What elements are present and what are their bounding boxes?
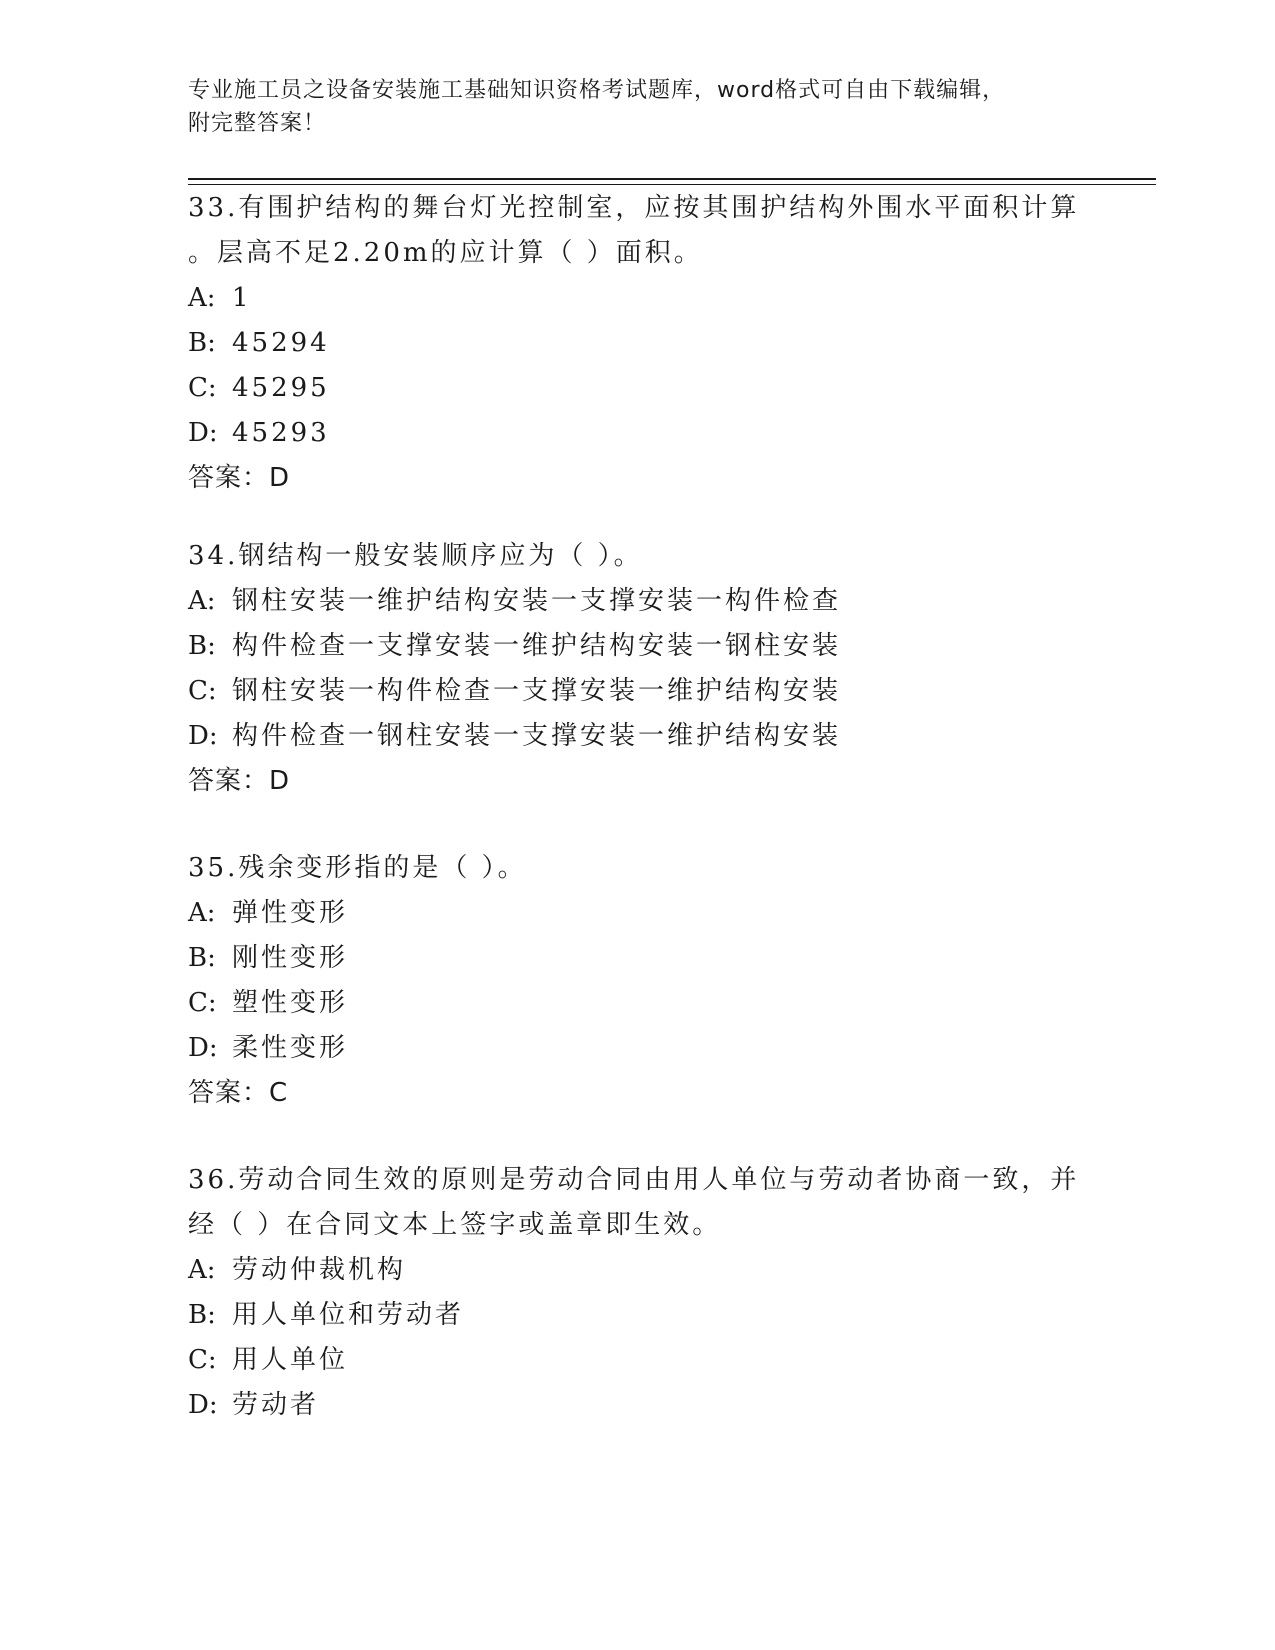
option-c <box>188 366 1088 411</box>
option-letter: C: <box>188 988 217 1018</box>
answer-line: 答案：D <box>188 463 291 493</box>
option-letter: D: <box>188 1033 218 1063</box>
header-line-2: 附完整答案！ <box>188 111 327 136</box>
option-text: 劳动仲裁机构 <box>232 1255 407 1285</box>
option-text: 钢柱安装一维护结构安装一支撑安装一构件检查 <box>232 586 842 616</box>
option-text: 钢柱安装一构件检查一支撑安装一维护结构安装 <box>232 676 842 706</box>
option-text: 柔性变形 <box>232 1033 349 1063</box>
option-letter: A: <box>188 283 216 313</box>
option-letter: D: <box>188 721 218 751</box>
document-header <box>188 74 1088 140</box>
option-letter: A: <box>188 586 216 616</box>
option-letter: B: <box>188 1300 216 1330</box>
question-text: 36.劳动合同生效的原则是劳动合同由用人单位与劳动者协商一致，并 <box>188 1165 1080 1195</box>
option-a <box>188 891 1088 936</box>
option-text: 45295 <box>232 373 330 403</box>
option-c <box>188 669 1088 714</box>
option-c <box>188 1338 1088 1383</box>
question-33 <box>188 186 1088 501</box>
option-letter: A: <box>188 1255 216 1285</box>
question-text-continued: 经（ ）在合同文本上签字或盖章即生效。 <box>188 1210 722 1240</box>
option-letter: B: <box>188 631 216 661</box>
option-text: 用人单位和劳动者 <box>232 1300 465 1330</box>
option-text: 劳动者 <box>232 1390 320 1420</box>
question-36 <box>188 1158 1088 1428</box>
option-a <box>188 579 1088 624</box>
option-a <box>188 276 1088 321</box>
question-text: 33.有围护结构的舞台灯光控制室，应按其围护结构外围水平面积计算 <box>188 193 1080 223</box>
option-letter: B: <box>188 943 216 973</box>
option-letter: A: <box>188 898 216 928</box>
option-text: 构件检查一支撑安装一维护结构安装一钢柱安装 <box>232 631 842 661</box>
answer-line: 答案：C <box>188 1078 289 1108</box>
option-d <box>188 1026 1088 1071</box>
question-35 <box>188 846 1088 1116</box>
option-letter: C: <box>188 676 217 706</box>
option-letter: C: <box>188 1345 217 1375</box>
option-b <box>188 321 1088 366</box>
option-c <box>188 981 1088 1026</box>
option-text: 弹性变形 <box>232 898 349 928</box>
header-divider-thin <box>188 184 1156 185</box>
option-text: 1 <box>232 283 252 313</box>
option-d <box>188 1383 1088 1428</box>
answer-line: 答案：D <box>188 766 291 796</box>
option-letter: D: <box>188 1390 218 1420</box>
header-divider-thick <box>188 178 1156 180</box>
option-b <box>188 624 1088 669</box>
question-34 <box>188 534 1088 804</box>
header-line-1: 专业施工员之设备安装施工基础知识资格考试题库，word格式可自由下载编辑， <box>188 78 1006 103</box>
option-b <box>188 1293 1088 1338</box>
option-letter: B: <box>188 328 216 358</box>
question-text: 34.钢结构一般安装顺序应为（ ）。 <box>188 541 643 571</box>
option-d <box>188 411 1088 456</box>
option-b <box>188 936 1088 981</box>
option-text: 构件检查一钢柱安装一支撑安装一维护结构安装 <box>232 721 842 751</box>
question-text-continued: 。层高不足2.20m的应计算（ ）面积。 <box>188 238 703 268</box>
option-d <box>188 714 1088 759</box>
option-text: 用人单位 <box>232 1345 349 1375</box>
option-letter: C: <box>188 373 217 403</box>
option-text: 塑性变形 <box>232 988 349 1018</box>
option-text: 刚性变形 <box>232 943 349 973</box>
option-text: 45294 <box>232 328 330 358</box>
option-letter: D: <box>188 418 218 448</box>
question-text: 35.残余变形指的是（ ）。 <box>188 853 527 883</box>
option-a <box>188 1248 1088 1293</box>
option-text: 45293 <box>232 418 330 448</box>
